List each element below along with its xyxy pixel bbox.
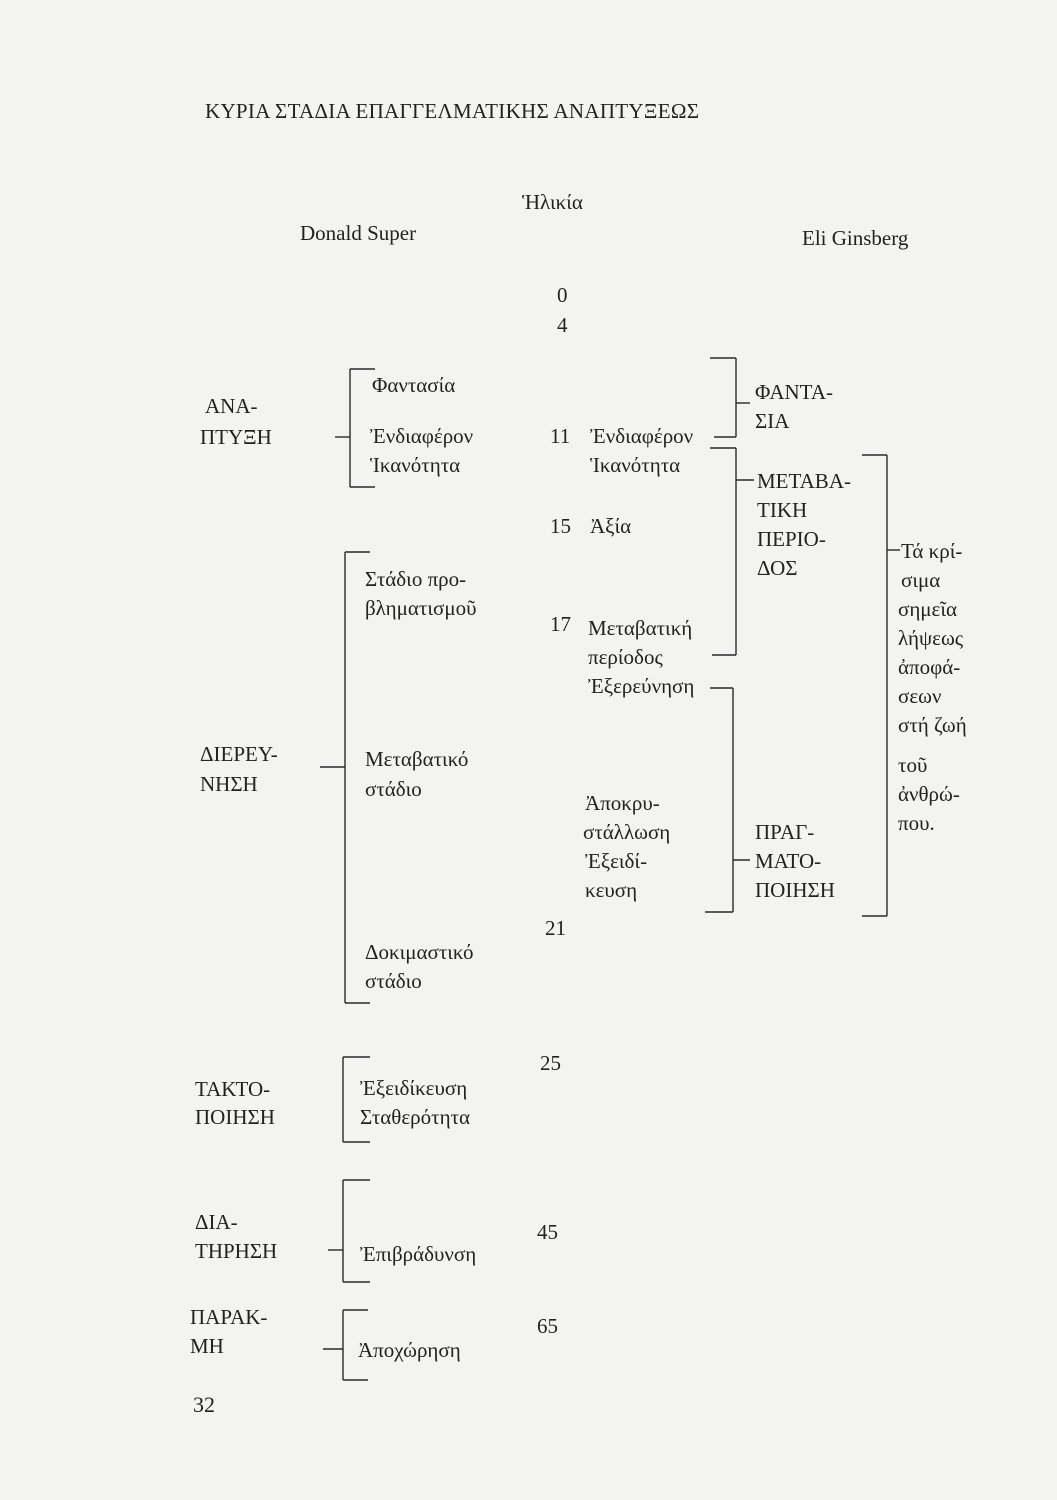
super-stage-label: ΤΗΡΗΣΗ bbox=[195, 1239, 278, 1263]
ginsberg-substage-label: Μεταβατική bbox=[588, 616, 693, 640]
super-header: Donald Super bbox=[300, 221, 417, 245]
critical-note-line: ἀνθρώ- bbox=[898, 782, 960, 806]
critical-note-line: ἀποφά- bbox=[898, 655, 961, 679]
ginsberg-substage-label: κευση bbox=[585, 878, 638, 902]
super-substage-label: βληματισμοῦ bbox=[365, 596, 477, 620]
ginsberg-period-label: ΔΟΣ bbox=[757, 556, 798, 580]
ginsberg-header: Eli Ginsberg bbox=[802, 226, 909, 250]
age-label: 11 bbox=[550, 424, 571, 448]
super-stage-label: ΠΟΙΗΣΗ bbox=[195, 1105, 275, 1129]
critical-note-line: σιμα bbox=[901, 568, 941, 592]
super-substage-label: Μεταβατικό bbox=[365, 747, 469, 771]
super-substage-label: Ἐπιβράδυνση bbox=[360, 1242, 477, 1266]
super-stage-label: ΔΙΕΡΕΥ- bbox=[200, 742, 278, 766]
age-label: 45 bbox=[537, 1220, 558, 1244]
age-label: 25 bbox=[540, 1051, 561, 1075]
super-stage-label: ΝΗΣΗ bbox=[200, 772, 258, 796]
ginsberg-substage-label: στάλλωση bbox=[583, 820, 671, 844]
ginsberg-period-label: ΜΕΤΑΒΑ- bbox=[757, 469, 851, 493]
ginsberg-period-label: ΣΙΑ bbox=[755, 409, 790, 433]
ginsberg-period-label: ΠΕΡΙΟ- bbox=[757, 527, 826, 551]
age-label: 15 bbox=[550, 514, 571, 538]
ginsberg-substage-label: Ἐξερεύνηση bbox=[588, 674, 695, 698]
age-label: 21 bbox=[545, 916, 566, 940]
ginsberg-substage-label: περίοδος bbox=[588, 645, 663, 669]
super-substage-label: Δοκιμαστικό bbox=[365, 940, 474, 964]
critical-note-line: λήψεως bbox=[898, 626, 964, 650]
ginsberg-substage-label: Ἀξία bbox=[590, 514, 632, 538]
super-stage-label: ΠΤΥΞΗ bbox=[200, 425, 272, 449]
critical-note-line: τοῦ bbox=[898, 753, 928, 777]
age-label: 17 bbox=[550, 612, 571, 636]
ginsberg-period-label: ΠΟΙΗΣΗ bbox=[755, 878, 835, 902]
super-stage-label: ΠΑΡΑΚ- bbox=[190, 1305, 268, 1329]
critical-note-line: Τά κρί- bbox=[901, 539, 963, 563]
ginsberg-period-label: ΦΑΝΤΑ- bbox=[755, 380, 833, 404]
age-label: 65 bbox=[537, 1314, 558, 1338]
super-stage-label: ΔΙΑ- bbox=[195, 1210, 238, 1234]
super-substage-label: στάδιο bbox=[365, 777, 422, 801]
super-substage-label: Φαντασία bbox=[372, 373, 456, 397]
super-substage-label: Ἀποχώρηση bbox=[358, 1338, 461, 1362]
super-substage-label: Ἐνδιαφέρον bbox=[370, 424, 474, 448]
ginsberg-substage-label: Ἱκανότητα bbox=[590, 453, 681, 477]
page-number: 32 bbox=[193, 1392, 215, 1417]
ginsberg-period-label: ΠΡΑΓ- bbox=[755, 820, 815, 844]
super-substage-label: στάδιο bbox=[365, 969, 422, 993]
age-label: 4 bbox=[557, 313, 568, 337]
super-stage-label: ΤΑΚΤΟ- bbox=[195, 1077, 271, 1101]
age-label: 0 bbox=[557, 283, 568, 307]
ginsberg-substage-label: Ἀποκρυ- bbox=[585, 791, 660, 815]
ginsberg-substage-label: Ἐνδιαφέρον bbox=[590, 424, 694, 448]
critical-note-line: σημεῖα bbox=[898, 597, 958, 621]
critical-note-line: σεων bbox=[898, 684, 942, 708]
super-substage-label: Στάδιο προ- bbox=[365, 567, 467, 591]
ginsberg-period-label: ΜΑΤΟ- bbox=[755, 849, 822, 873]
age-header: Ἡλικία bbox=[522, 190, 583, 214]
super-stage-label: ΑΝΑ- bbox=[205, 394, 258, 418]
ginsberg-period-label: ΤΙΚΗ bbox=[757, 498, 808, 522]
page-title: ΚΥΡΙΑ ΣΤΑΔΙΑ ΕΠΑΓΓΕΛΜΑΤΙΚΗΣ ΑΝΑΠΤΥΞΕΩΣ bbox=[205, 99, 700, 123]
super-substage-label: Σταθερότητα bbox=[360, 1105, 471, 1129]
critical-note-line: στή ζωή bbox=[898, 713, 967, 737]
ginsberg-substage-label: Ἐξειδί- bbox=[585, 849, 648, 873]
super-substage-label: Ἱκανότητα bbox=[370, 453, 461, 477]
super-substage-label: Ἐξειδίκευση bbox=[360, 1076, 468, 1100]
super-stage-label: ΜΗ bbox=[190, 1334, 224, 1358]
critical-note-line: που. bbox=[898, 811, 935, 835]
